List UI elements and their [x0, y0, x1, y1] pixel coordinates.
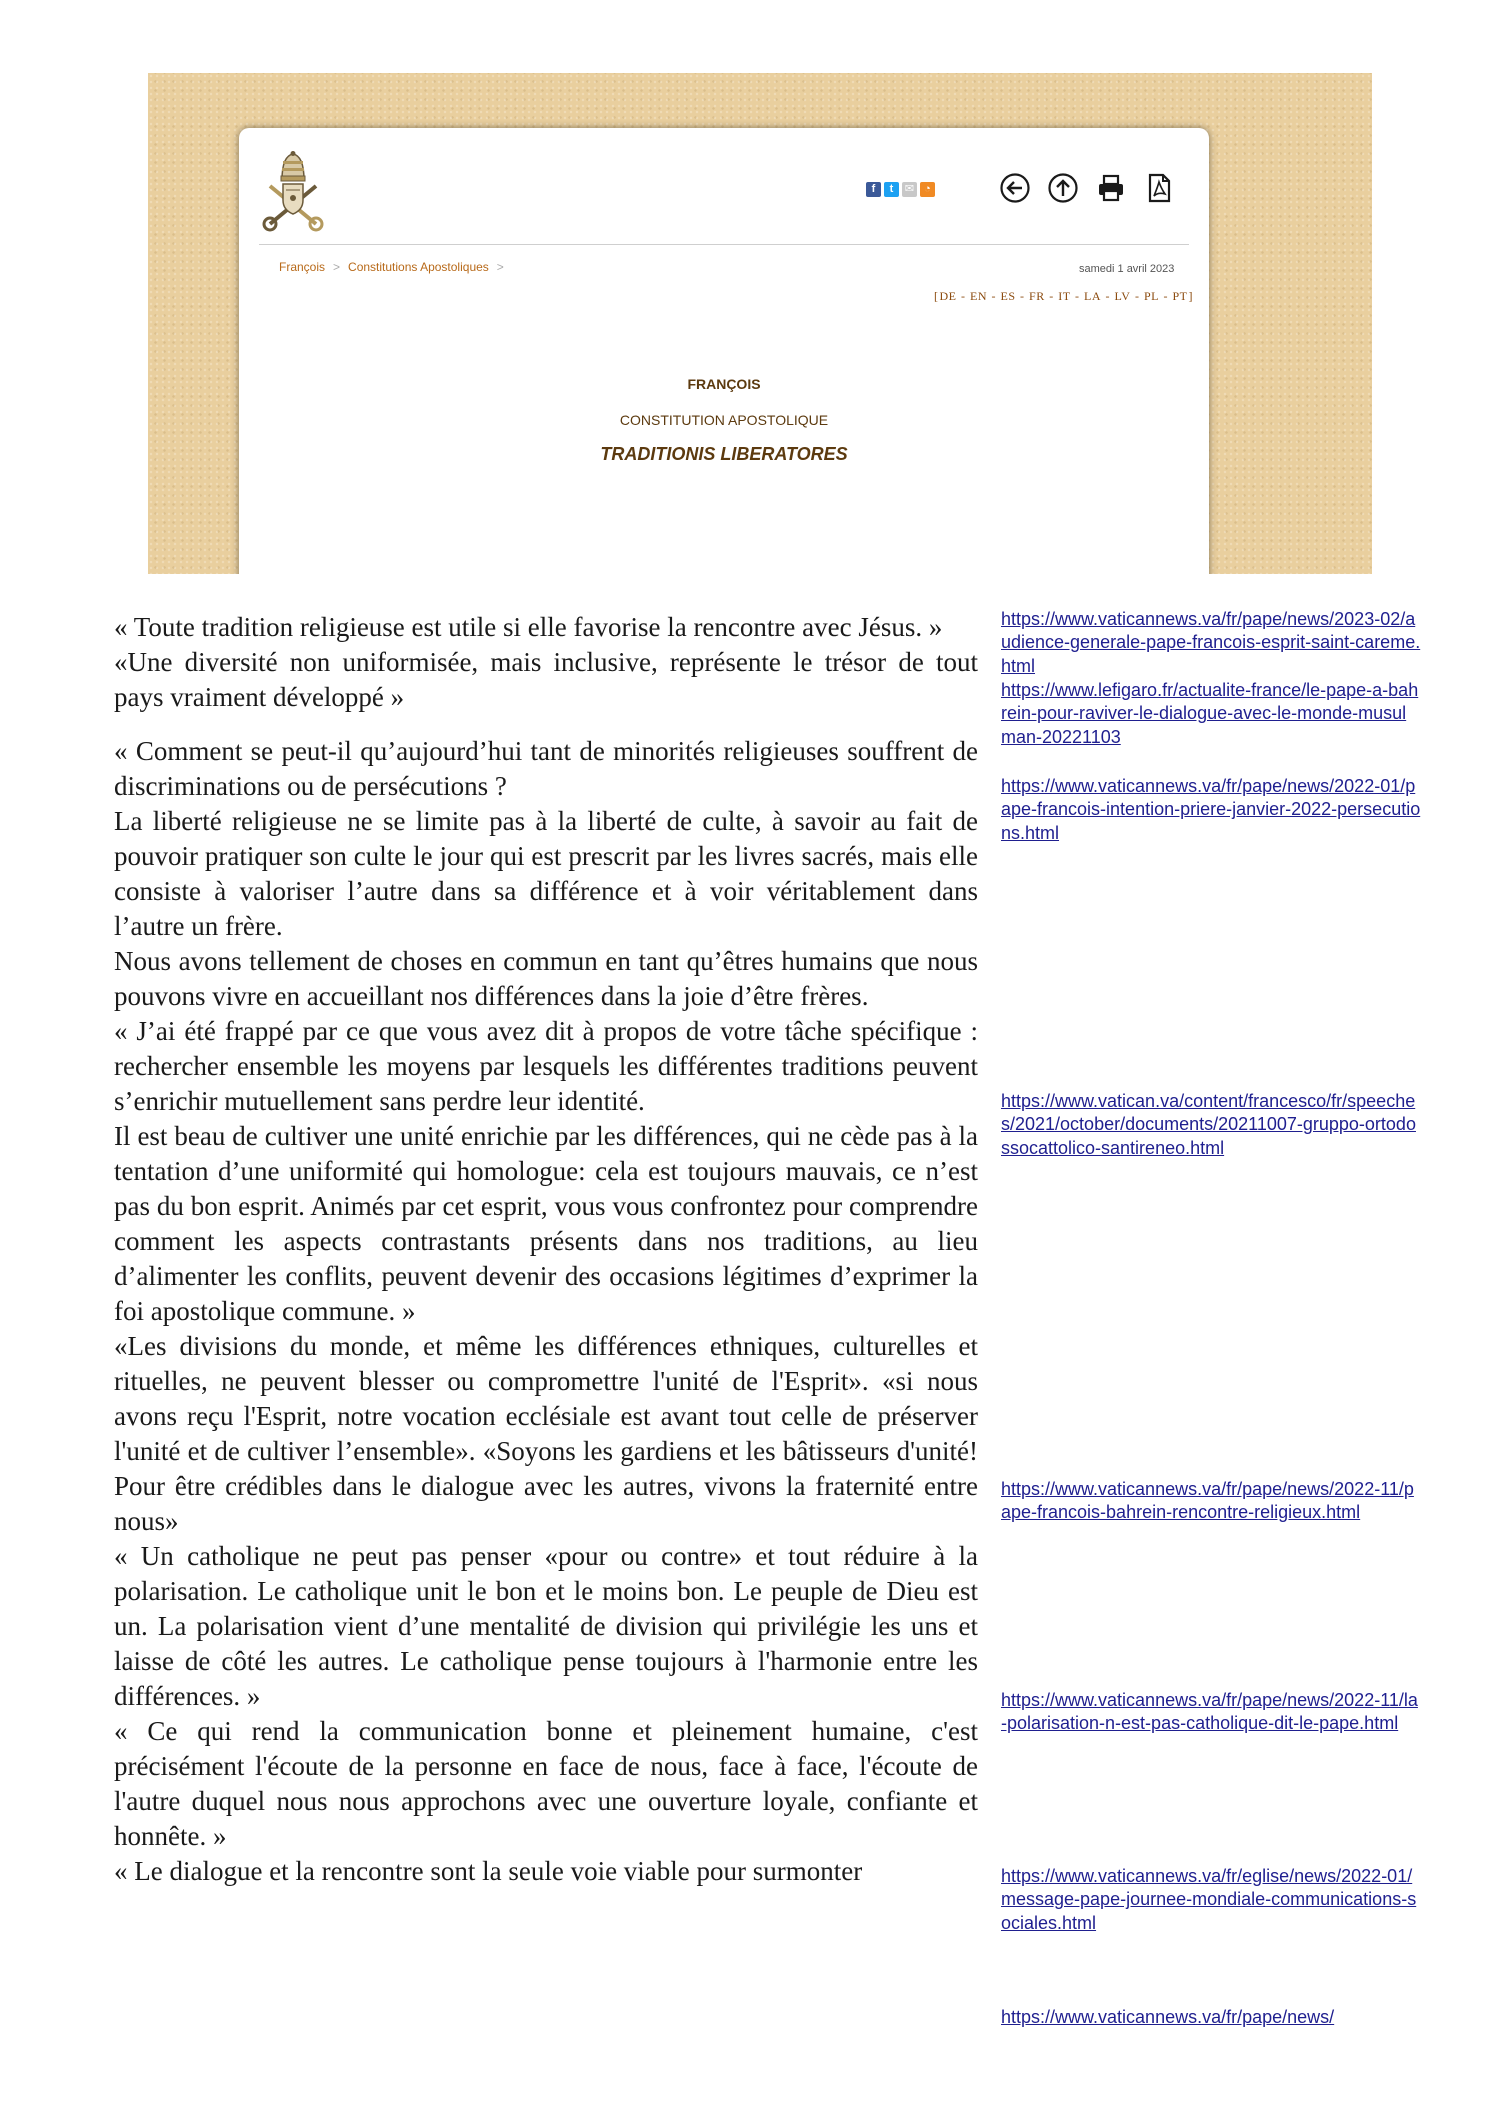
document-type: CONSTITUTION APOSTOLIQUE: [619, 412, 829, 428]
rss-icon[interactable]: ◔: [920, 182, 935, 197]
source-link[interactable]: https://www.vaticannews.va/fr/pape/news/2022-11/pape-francois-bahrein-rencontre-religieux.html: [1001, 1479, 1414, 1523]
paragraph: «Une diversité non uniformisée, mais inclusive, représente le trésor de tout pays vraiment développé »: [114, 647, 978, 712]
paragraph: «Les divisions du monde, et même les différences ethniques, culturelles et rituelles, ne peuvent blesser ou compromettre l'unité de l'Esprit». «si nous avons reçu l'Esprit, notre vocation ecclésiale est avant tout celle de préserver l'unité et de cultiver l’ensemble». «Soyons les gardiens et les bâtisseurs d'unité! Pour être crédibles dans le dialogue avec les autres, vivons la fraternité entre nous»: [114, 1331, 978, 1536]
language-link-es[interactable]: ES: [1000, 289, 1016, 303]
paragraph: Il est beau de cultiver une unité enrichie par les différences, qui ne cède pas à la tentation d’une uniformité qui homologue: cela est toujours mauvais, ce n’est pas du bon esprit. Animés par cet esprit, vous vous confrontez pour comprendre comment les aspects contrastants présents dans nos traditions, au lieu d’alimenter les conflits, peuvent devenir des occasions légitimes d’exprimer la foi apostolique commune. »: [114, 1121, 978, 1326]
article-text: [114, 610, 978, 1889]
breadcrumb: [279, 260, 512, 274]
chevron-right-icon: >: [333, 260, 341, 274]
language-link-pl[interactable]: PL: [1143, 289, 1159, 303]
source-link[interactable]: https://www.vaticannews.va/fr/pape/news/2022-01/pape-francois-intention-priere-janvier-2022-persecutions.html: [1001, 776, 1421, 843]
source-link[interactable]: https://www.vaticannews.va/fr/eglise/news/2022-01/message-pape-journee-mondiale-communications-sociales.html: [1001, 1866, 1417, 1933]
page-card: [239, 128, 1209, 574]
paragraph: « Toute tradition religieuse est utile si elle favorise la rencontre avec Jésus. »: [114, 612, 943, 642]
source-link[interactable]: https://www.lefigaro.fr/actualite-france/le-pape-a-bahrein-pour-raviver-le-dialogue-avec-le-monde-musulman-20221103: [1001, 680, 1419, 747]
language-link-lv[interactable]: LV: [1114, 289, 1131, 303]
breadcrumb-item-francois[interactable]: François: [279, 260, 326, 274]
source-link[interactable]: https://www.vaticannews.va/fr/pape/news/2023-02/audience-generale-pape-francois-esprit-saint-careme.html: [1001, 609, 1421, 676]
divider: [259, 244, 1189, 245]
source-link[interactable]: https://www.vatican.va/content/francesco/fr/speeches/2021/october/documents/20211007-gruppo-ortodossocattolico-santireneo.html: [1001, 1091, 1416, 1158]
papal-coat-of-arms-icon: [260, 150, 326, 232]
chevron-right-icon: >: [496, 260, 504, 274]
source-link[interactable]: https://www.vaticannews.va/fr/pape/news/2022-11/la-polarisation-n-est-pas-catholique-dit-le-pape.html: [1001, 1690, 1418, 1734]
top-icon[interactable]: [1047, 172, 1079, 204]
language-link-fr[interactable]: FR: [1029, 289, 1045, 303]
language-selector: [DE - EN - ES - FR - IT - LA - LV - PL - PT]: [934, 289, 1193, 303]
language-link-pt[interactable]: PT: [1172, 289, 1188, 303]
language-link-it[interactable]: IT: [1058, 289, 1071, 303]
paragraph: « Un catholique ne peut pas penser «pour ou contre» et tout réduire à la polarisation. Le catholique unit le bon et le moins bon. Le peuple de Dieu est un. La polarisation vient d’une mentalité de division qui privilégie les uns et laisse de côté les autres. Le catholique pense toujours à l'harmonie entre les différences. »: [114, 1541, 978, 1711]
document-title: TRADITIONIS LIBERATORES: [600, 444, 848, 464]
page-tools: [999, 172, 1175, 204]
paragraph: « J’ai été frappé par ce que vous avez dit à propos de votre tâche spécifique : rechercher ensemble les moyens par lesquels les différentes traditions peuvent s’enrichir mutuellement sans perdre leur identité.: [114, 1016, 978, 1116]
share-icons: [866, 182, 935, 197]
language-link-de[interactable]: DE: [939, 289, 957, 303]
breadcrumb-item-constitutions[interactable]: Constitutions Apostoliques: [348, 260, 489, 274]
back-icon[interactable]: [999, 172, 1031, 204]
facebook-icon[interactable]: f: [866, 182, 881, 197]
print-icon[interactable]: [1095, 172, 1127, 204]
paragraph: Nous avons tellement de choses en commun en tant qu’êtres humains que nous pouvons vivre en accueillant nos différences dans la joie d’être frères.: [114, 946, 978, 1011]
paragraph: « Le dialogue et la rencontre sont la seule voie viable pour surmonter: [114, 1856, 863, 1886]
language-link-en[interactable]: EN: [970, 289, 987, 303]
paragraph: « Ce qui rend la communication bonne et pleinement humaine, c'est précisément l'écoute de la personne en face de nous, face à face, l'écoute de l'autre duquel nous nous approchons avec une ouverture loyale, confiante et honnête. »: [114, 1716, 978, 1851]
twitter-icon[interactable]: t: [884, 182, 899, 197]
pdf-icon[interactable]: [1143, 172, 1175, 204]
document-author: FRANÇOIS: [687, 376, 761, 392]
vatican-page-screenshot: [148, 73, 1372, 574]
source-link[interactable]: https://www.vaticannews.va/fr/pape/news/: [1001, 2007, 1335, 2027]
paragraph: La liberté religieuse ne se limite pas à la liberté de culte, à savoir au fait de pouvoir pratiquer son culte le jour qui est prescrit par les livres sacrés, mais elle consiste à valoriser l’autre dans sa différence et à voir véritablement dans l’autre un frère.: [114, 806, 978, 941]
paragraph: « Comment se peut-il qu’aujourd’hui tant de minorités religieuses souffrent de discriminations ou de persécutions ?: [114, 736, 978, 801]
email-icon[interactable]: ✉: [902, 182, 917, 197]
page-date: samedi 1 avril 2023: [1079, 263, 1175, 275]
language-link-la[interactable]: LA: [1084, 289, 1102, 303]
